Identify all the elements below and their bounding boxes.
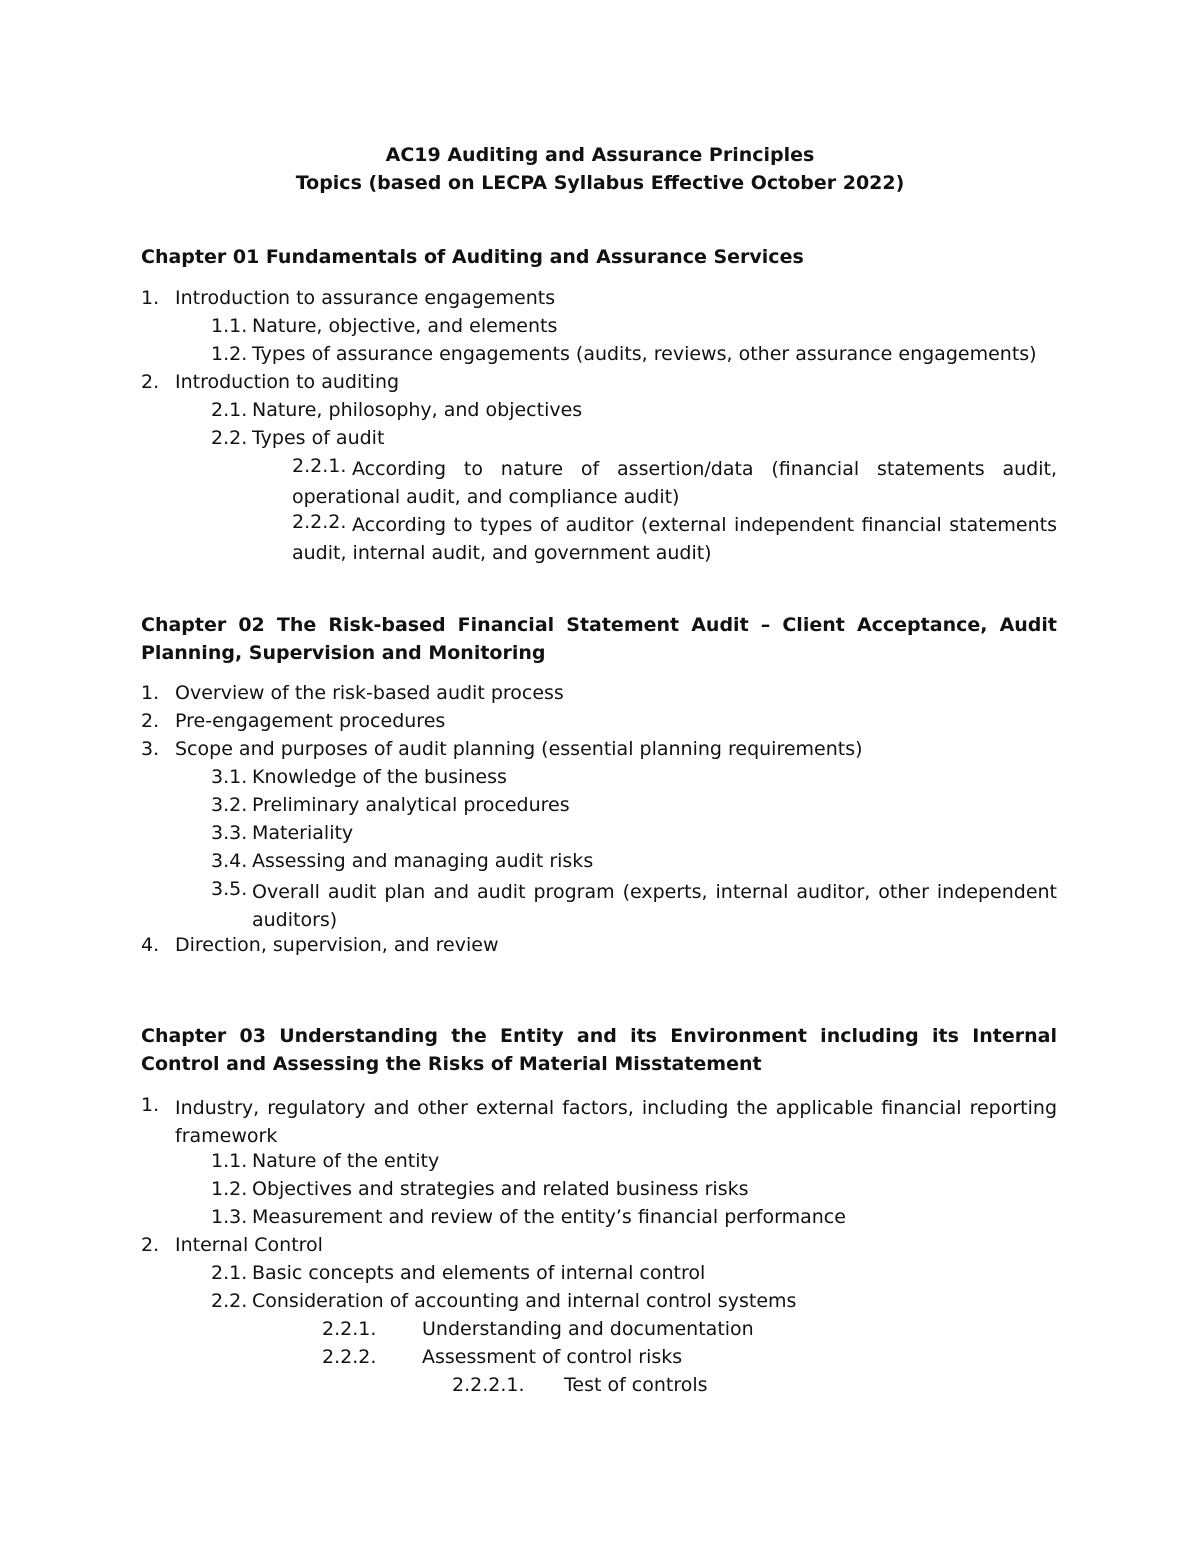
list-item: Assessment of control risks (422, 1346, 683, 1368)
list-item: Test of controls (564, 1374, 708, 1396)
list-number: 3.1. (211, 766, 248, 788)
document-subtitle: Topics (based on LECPA Syllabus Effective October 2022) (295, 172, 905, 194)
list-number: 1.2. (211, 343, 248, 365)
list-number: 2.2.2.1. (452, 1374, 525, 1396)
list-item: Consideration of accounting and internal control systems (252, 1290, 797, 1312)
list-number: 2.1. (211, 399, 248, 421)
list-item: Nature, philosophy, and objectives (252, 399, 583, 421)
list-number: 3.5. (211, 878, 248, 900)
list-item: Nature, objective, and elements (252, 315, 558, 337)
list-number: 4. (141, 934, 160, 956)
list-item: Industry, regulatory and other external factors, including the applicable financial reporting framework (175, 1097, 1057, 1147)
list-number: 1.3. (211, 1206, 248, 1228)
list-number: 2. (141, 371, 160, 393)
list-number: 3.4. (211, 850, 248, 872)
list-number: 2.2.1. (292, 455, 347, 477)
list-number: 3.3. (211, 822, 248, 844)
list-item: Nature of the entity (252, 1150, 440, 1172)
list-number: 2.2. (211, 427, 248, 449)
chapter-01-heading: Chapter 01 Fundamentals of Auditing and Assurance Services (141, 246, 804, 268)
list-item: Pre-engagement procedures (175, 710, 446, 732)
list-number: 1.1. (211, 315, 248, 337)
list-number: 1.2. (211, 1178, 248, 1200)
list-item: Types of audit (252, 427, 385, 449)
list-item: Direction, supervision, and review (175, 934, 499, 956)
list-item: Types of assurance engagements (audits, reviews, other assurance engagements) (252, 343, 1037, 365)
list-item: Assessing and managing audit risks (252, 850, 594, 872)
list-item: Objectives and strategies and related business risks (252, 1178, 749, 1200)
document-title: AC19 Auditing and Assurance Principles (385, 144, 815, 166)
list-number: 2.2.1. (322, 1318, 377, 1340)
list-number: 3. (141, 738, 160, 760)
list-number: 1. (141, 1094, 160, 1116)
list-number: 3.2. (211, 794, 248, 816)
list-item: Introduction to assurance engagements (175, 287, 556, 309)
chapter-02-heading: Chapter 02 The Risk-based Financial Statement Audit – Client Acceptance, Audit Planning, Supervision and Monitoring (141, 614, 1057, 664)
list-number: 2.1. (211, 1262, 248, 1284)
list-number: 2.2. (211, 1290, 248, 1312)
list-item: According to types of auditor (external independent financial statements audit, internal audit, and government audit) (292, 514, 1057, 564)
list-item: Basic concepts and elements of internal control (252, 1262, 706, 1284)
list-item: Introduction to auditing (175, 371, 400, 393)
chapter-03-heading: Chapter 03 Understanding the Entity and its Environment including its Internal Control and Assessing the Risks of Material Misstatement (141, 1025, 1057, 1075)
list-item: Scope and purposes of audit planning (essential planning requirements) (175, 738, 863, 760)
list-item: Understanding and documentation (422, 1318, 754, 1340)
list-item: According to nature of assertion/data (financial statements audit, operational audit, and compliance audit) (292, 458, 1057, 508)
list-item: Measurement and review of the entity’s financial performance (252, 1206, 846, 1228)
list-number: 1. (141, 682, 160, 704)
list-number: 2. (141, 1234, 160, 1256)
list-item: Materiality (252, 822, 354, 844)
list-item: Overview of the risk-based audit process (175, 682, 564, 704)
list-number: 2.2.2. (322, 1346, 377, 1368)
list-number: 1. (141, 287, 160, 309)
list-item: Overall audit plan and audit program (experts, internal auditor, other independent auditors) (252, 881, 1057, 931)
list-item: Preliminary analytical procedures (252, 794, 570, 816)
list-number: 2.2.2. (292, 511, 347, 533)
list-number: 2. (141, 710, 160, 732)
list-item: Knowledge of the business (252, 766, 507, 788)
list-number: 1.1. (211, 1150, 248, 1172)
list-item: Internal Control (175, 1234, 323, 1256)
